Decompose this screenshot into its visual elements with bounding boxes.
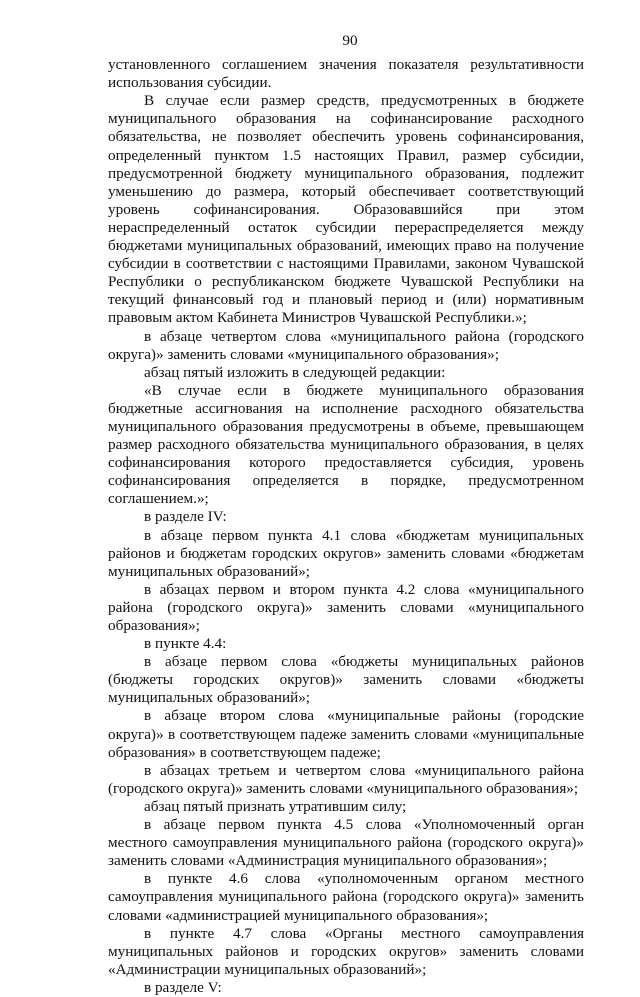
paragraph-17: в разделе V:	[144, 978, 222, 996]
paragraph-8: в абзацах первом и втором пункта 4.2 слова «муниципального района (городского округа)» заменить словами «муниципального образования»;	[108, 580, 584, 634]
paragraph-12: в абзацах третьем и четвертом слова «муниципального района (городского округа)» заменить словами «муниципального образования»;	[108, 761, 584, 797]
paragraph-3: в абзаце четвертом слова «муниципального района (городского округа)» заменить словами «муниципального образования»;	[108, 327, 584, 363]
paragraph-2: В случае если размер средств, предусмотренных в бюджете муниципального образования на софинансирование расходного обязательства, не позволяет обеспечить уровень софинансирования, определенный пунктом 1.5 настоящих Правил, размер субсидии, предусмотренной бюджету муниципального образования, подлежит уменьшению до размера, который обеспечивает соответствующий уровень софинансирования. Образовавшийся при этом нераспределенный остаток субсидии перераспределяется между бюджетами муниципальных образований, имеющих право на получение субсидии в соответствии с настоящими Правилами, законом Чувашской Республики о республиканском бюджете Чувашской Республики на текущий финансовый год и плановый период и (или) нормативным правовым актом Кабинета Министров Чувашской Республики.»;	[108, 92, 584, 327]
paragraph-16: в пункте 4.7 слова «Органы местного самоуправления муниципальных районов и городских округов» заменить словами «Администрации муниципальных образований»;	[108, 924, 584, 978]
paragraph-15: в пункте 4.6 слова «уполномоченным органом местного самоуправления муниципального района (городского округа)» заменить словами «администрацией муниципального образования»;	[108, 870, 584, 924]
paragraph-4: абзац пятый изложить в следующей редакции:	[144, 363, 446, 381]
page-number: 90	[342, 32, 358, 49]
paragraph-1: установленного соглашением значения показателя результативности использования субсидии.	[108, 56, 584, 92]
paragraph-11: в абзаце втором слова «муниципальные районы (городские округа)» в соответствующем падеже заменить словами «муниципальные образования» в соответствующем падеже;	[108, 707, 584, 761]
paragraph-7: в абзаце первом пункта 4.1 слова «бюджетам муниципальных районов и бюджетам городских округов» заменить словами «бюджетам муниципальных образований»;	[108, 526, 584, 580]
paragraph-14: в абзаце первом пункта 4.5 слова «Уполномоченный орган местного самоуправления муниципального района (городского округа)» заменить словами «Администрация муниципального образования»;	[108, 816, 584, 870]
paragraph-9: в пункте 4.4:	[144, 635, 227, 653]
paragraph-5: «В случае если в бюджете муниципального образования бюджетные ассигнования на исполнение расходного обязательства муниципального образования предусмотрены в объеме, превышающем размер расходного обязательства муниципального образования, в целях софинансирования которого предоставляется субсидия, уровень софинансирования определяется в порядке, предусмотренном соглашением.»;	[108, 381, 584, 508]
paragraph-10: в абзаце первом слова «бюджеты муниципальных районов (бюджеты городских округов)» заменить словами «бюджеты муниципальных образований»;	[108, 653, 584, 707]
paragraph-13: абзац пятый признать утратившим силу;	[144, 797, 407, 815]
paragraph-6: в разделе IV:	[144, 508, 227, 526]
